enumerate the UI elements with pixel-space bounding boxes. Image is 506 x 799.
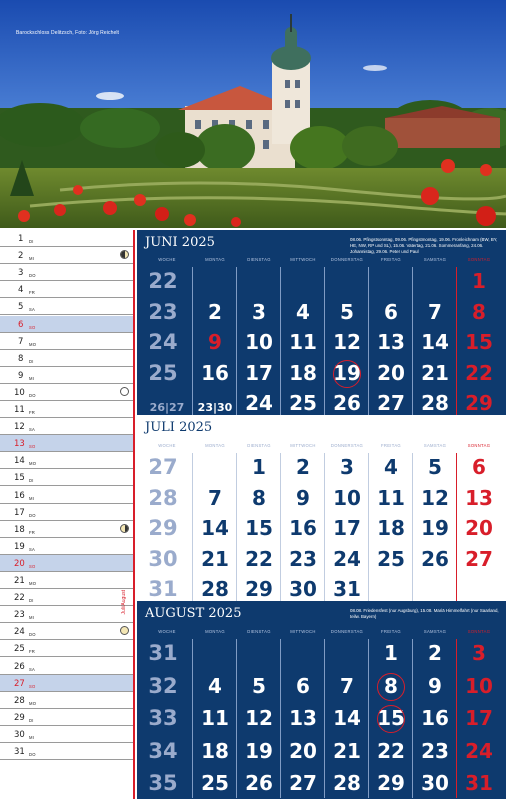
day-cell: 21 [201, 546, 229, 571]
day-row [0, 521, 133, 538]
day-cell: 10 [245, 330, 273, 354]
weekday-header: SONNTAG [467, 443, 491, 448]
day-number: 29 [14, 712, 25, 723]
weekday-abbr: DO [29, 752, 36, 758]
weekday-abbr: MI [29, 734, 35, 740]
weekday-abbr: DO [29, 632, 36, 638]
day-cell: 28 [421, 391, 449, 415]
day-row [0, 333, 133, 350]
day-row [0, 350, 133, 367]
day-row [0, 675, 133, 692]
day-number: 4 [18, 285, 24, 296]
day-row [0, 709, 133, 726]
day-row [0, 487, 133, 504]
day-row [0, 589, 133, 606]
day-cell: 24 [465, 738, 493, 763]
week-number: 30 [148, 546, 178, 571]
day-cell: 13 [289, 706, 317, 730]
day-number: 2 [18, 251, 24, 262]
day-cell: 26 [245, 771, 273, 795]
day-cell: 21 [333, 738, 361, 763]
weekday-abbr: SO [29, 683, 36, 689]
day-number: 21 [14, 576, 25, 587]
weekday-header: MONTAG [205, 443, 225, 448]
day-cell: 15 [377, 706, 405, 730]
weekday-abbr: FR [29, 649, 35, 655]
day-number: 28 [14, 695, 25, 706]
weekday-header: SAMSTAG [423, 443, 447, 448]
day-row [0, 692, 133, 709]
weekday-abbr: DO [29, 273, 36, 279]
day-cell: 12 [421, 485, 449, 510]
weekday-header: WOCHE [158, 629, 176, 634]
day-cell: 9 [208, 330, 222, 354]
day-cell: 4 [208, 673, 222, 698]
weekday-header: DONNERSTAG [330, 257, 364, 262]
day-cell: 16 [421, 706, 449, 730]
day-cell: 17 [465, 706, 493, 730]
day-cell: 29 [377, 771, 405, 795]
day-cell: 30 [421, 771, 449, 795]
day-row [0, 418, 133, 435]
weekday-abbr: DI [29, 239, 34, 245]
day-cell: 18 [289, 360, 317, 385]
day-cell: 9 [296, 485, 310, 510]
day-cell: 15 [465, 330, 493, 354]
weekday-abbr: MO [29, 700, 37, 706]
day-cell: 7 [340, 673, 354, 698]
day-cell: 19 [333, 360, 361, 385]
day-cell: 8 [384, 673, 398, 698]
day-cell: 11 [377, 485, 405, 510]
day-row [0, 247, 133, 264]
day-row [0, 743, 133, 760]
day-row [0, 623, 133, 640]
day-cell: 11 [289, 330, 317, 354]
week-number: 35 [148, 771, 178, 795]
day-cell: 24 [245, 391, 273, 415]
day-number: 18 [14, 524, 25, 535]
weekday-abbr: SA [29, 666, 35, 672]
highlight-circle [377, 673, 405, 701]
day-cell: 25 [201, 771, 229, 795]
day-cell: 13 [377, 330, 405, 354]
day-number: 9 [18, 370, 24, 381]
day-number: 6 [18, 319, 24, 330]
day-cell: 28 [333, 771, 361, 795]
weekday-abbr: MO [29, 581, 37, 587]
day-cell: 25 [377, 546, 405, 571]
day-cell: 14 [333, 706, 361, 730]
day-cell: 15 [245, 516, 273, 540]
weekday-header: DIENSTAG [247, 629, 271, 634]
day-cell: 29 [245, 577, 273, 601]
weekday-abbr: MI [29, 375, 35, 381]
weekday-abbr: DI [29, 478, 34, 484]
day-row [0, 401, 133, 418]
day-number: 22 [14, 593, 25, 604]
day-number: 11 [14, 405, 25, 416]
week-number: 31 [148, 577, 178, 601]
day-cell: 17 [245, 360, 273, 385]
weekday-header: DIENSTAG [247, 257, 271, 262]
day-cell: 16 [201, 360, 229, 385]
day-cell: 6 [384, 299, 398, 324]
moon-phase-icon [120, 626, 129, 635]
holiday-notes: 08.06. Pfingstsonntag, 09.06. Pfingstmontag, 19.06. Fronleichnam (BW, BY, HE, NW, RP und SL), 15.06. Vatertag, 21.06. Sommeranfang, 24.06. Johannistag, 29.06. Peter und Paul [350, 237, 498, 254]
month-title: JUNI 2025 [145, 235, 215, 250]
day-cell: 9 [428, 673, 442, 698]
day-row [0, 452, 133, 469]
day-cell: 31 [465, 771, 493, 795]
weekday-header: WOCHE [158, 257, 176, 262]
day-number: 30 [14, 729, 25, 740]
weekday-header: DONNERSTAG [330, 443, 364, 448]
day-cell: 14 [421, 330, 449, 354]
day-cell: 7 [208, 485, 222, 510]
day-cell: 27 [465, 546, 493, 571]
day-cell: 8 [472, 299, 486, 324]
weekday-abbr: MI [29, 256, 35, 262]
month-title: AUGUST 2025 [145, 606, 242, 621]
day-row [0, 572, 133, 589]
weekday-abbr: DI [29, 717, 34, 723]
weekday-header: FREITAG [381, 257, 401, 262]
day-number: 1 [18, 234, 24, 245]
day-number: 15 [14, 473, 25, 484]
day-cell: 4 [384, 455, 398, 479]
weekday-abbr: SO [29, 444, 36, 450]
moon-phase-icon [120, 524, 129, 533]
day-cell: 1 [252, 455, 266, 479]
weekday-abbr: SA [29, 546, 35, 552]
weekday-header: SONNTAG [467, 629, 491, 634]
weekday-header: SONNTAG [467, 257, 491, 262]
day-cell: 22 [377, 738, 405, 763]
day-cell: 26 [421, 546, 449, 571]
weekday-abbr: SA [29, 427, 35, 433]
day-number: 3 [18, 268, 24, 279]
day-cell: 22 [245, 546, 273, 571]
day-cell: 27 [377, 391, 405, 415]
week-number: 31 [148, 641, 178, 665]
weekday-abbr: SO [29, 563, 36, 569]
weekday-abbr: DO [29, 392, 36, 398]
day-cell: 25 [289, 391, 317, 415]
weekday-abbr: MI [29, 495, 35, 501]
moon-phase-icon [120, 387, 129, 396]
day-cell: 12 [245, 706, 273, 730]
day-cell: 5 [428, 455, 442, 479]
day-number: 13 [14, 439, 25, 450]
day-number: 25 [14, 644, 25, 655]
weekday-abbr: SA [29, 307, 35, 313]
week-number: 34 [148, 738, 178, 763]
weekday-header: MONTAG [205, 257, 225, 262]
weekday-header: MITTWOCH [290, 443, 316, 448]
day-cell: 10 [465, 673, 493, 698]
weekday-header: DIENSTAG [247, 443, 271, 448]
day-cell: 2 [428, 641, 442, 665]
day-cell: 20 [377, 360, 405, 385]
day-cell: 5 [252, 673, 266, 698]
day-cell: 2 [296, 455, 310, 479]
day-row [0, 281, 133, 298]
weekday-abbr: MO [29, 341, 37, 347]
day-cell: 30 [289, 577, 317, 601]
week-number: 23 [148, 299, 178, 324]
day-cell: 28 [201, 577, 229, 601]
weekday-header: MITTWOCH [290, 257, 316, 262]
day-cell: 12 [333, 330, 361, 354]
day-cell: 7 [428, 299, 442, 324]
day-cell: 1 [384, 641, 398, 665]
weekday-abbr: SO [29, 324, 36, 330]
day-number: 23 [14, 610, 25, 621]
weekday-header: WOCHE [158, 443, 176, 448]
day-cell: 20 [289, 738, 317, 763]
weekday-abbr: FR [29, 290, 35, 296]
day-cell: 22 [465, 360, 493, 385]
weekday-header: FREITAG [381, 443, 401, 448]
week-number: 28 [148, 485, 178, 510]
day-cell: 3 [252, 299, 266, 324]
day-cell: 23 [289, 546, 317, 571]
day-row [0, 606, 133, 623]
day-number: 24 [14, 627, 25, 638]
day-number: 16 [14, 490, 25, 501]
day-cell: 6 [472, 455, 486, 479]
month-title: JULI 2025 [145, 420, 213, 435]
day-cell: 31 [333, 577, 361, 601]
week-number: 32 [148, 673, 178, 698]
day-cell: 6 [296, 673, 310, 698]
day-cell: 27 [289, 771, 317, 795]
day-row [0, 504, 133, 521]
weekday-abbr: FR [29, 529, 35, 535]
day-cell: 23|30 [197, 401, 233, 414]
week-number: 29 [148, 516, 178, 540]
day-number: 10 [14, 387, 25, 398]
day-cell: 18 [377, 516, 405, 540]
day-number: 8 [18, 353, 24, 364]
day-cell: 26 [333, 391, 361, 415]
day-row [0, 264, 133, 281]
weekday-header: SAMSTAG [423, 257, 447, 262]
day-number: 17 [14, 507, 25, 518]
divider-line [133, 230, 135, 799]
day-cell: 24 [333, 546, 361, 571]
day-cell: 19 [421, 516, 449, 540]
weekday-header: DONNERSTAG [330, 629, 364, 634]
day-row [0, 538, 133, 555]
day-row [0, 640, 133, 657]
day-row [0, 367, 133, 384]
photo-credit: Barockschloss Delitzsch, Foto: Jörg Reichelt [16, 30, 120, 36]
day-cell: 11 [201, 706, 229, 730]
day-cell: 20 [465, 516, 493, 540]
month-august [137, 601, 506, 799]
month-july [137, 415, 506, 601]
weekday-abbr: DO [29, 512, 36, 518]
weekday-abbr: MO [29, 461, 37, 467]
day-row [0, 230, 133, 247]
side-note: Juli/August [121, 590, 127, 615]
day-cell: 3 [472, 641, 486, 665]
day-number: 27 [14, 678, 25, 689]
week-number: 26|27 [149, 401, 185, 414]
moon-phase-icon [120, 250, 129, 259]
day-row [0, 726, 133, 743]
day-number: 5 [18, 302, 24, 313]
day-cell: 23 [421, 738, 449, 763]
weekday-header: FREITAG [381, 629, 401, 634]
week-number: 33 [148, 706, 178, 730]
day-row [0, 298, 133, 315]
week-number: 27 [148, 455, 178, 479]
day-cell: 5 [340, 299, 354, 324]
holiday-notes: 08.08. Friedensfest (nur Augsburg), 15.08. Mariä Himmelfahrt (nur Saarland, teilw. Bayern) [350, 608, 499, 619]
day-cell: 10 [333, 485, 361, 510]
week-number: 22 [148, 269, 178, 293]
week-number: 24 [148, 330, 178, 354]
highlight-circle [333, 360, 361, 388]
day-number: 12 [14, 422, 25, 433]
day-number: 19 [14, 541, 25, 552]
weekday-header: MONTAG [205, 629, 225, 634]
day-cell: 17 [333, 516, 361, 540]
day-number: 7 [18, 336, 24, 347]
day-list [0, 228, 135, 799]
weekday-abbr: DI [29, 598, 34, 604]
weekday-abbr: MI [29, 615, 35, 621]
day-cell: 4 [296, 299, 310, 324]
day-row [0, 555, 133, 572]
weekday-header: MITTWOCH [290, 629, 316, 634]
week-number: 25 [148, 360, 178, 385]
day-number: 31 [14, 747, 25, 758]
day-cell: 1 [472, 269, 486, 293]
month-june [137, 230, 506, 415]
highlight-circle [377, 705, 405, 733]
day-cell: 3 [340, 455, 354, 479]
day-row [0, 469, 133, 486]
day-cell: 8 [252, 485, 266, 510]
day-cell: 18 [201, 738, 229, 763]
weekday-abbr: FR [29, 410, 35, 416]
day-cell: 16 [289, 516, 317, 540]
header-photo [0, 0, 506, 228]
weekday-header: SAMSTAG [423, 629, 447, 634]
day-row [0, 384, 133, 401]
day-row [0, 435, 133, 452]
day-cell: 19 [245, 738, 273, 763]
day-cell: 14 [201, 516, 229, 540]
day-cell: 29 [465, 391, 493, 415]
day-number: 14 [14, 456, 25, 467]
day-cell: 2 [208, 299, 222, 324]
day-row [0, 658, 133, 675]
day-row [0, 316, 133, 333]
day-number: 26 [14, 661, 25, 672]
weekday-abbr: DI [29, 358, 34, 364]
day-number: 20 [14, 558, 25, 569]
day-cell: 21 [421, 360, 449, 385]
day-cell: 13 [465, 485, 493, 510]
